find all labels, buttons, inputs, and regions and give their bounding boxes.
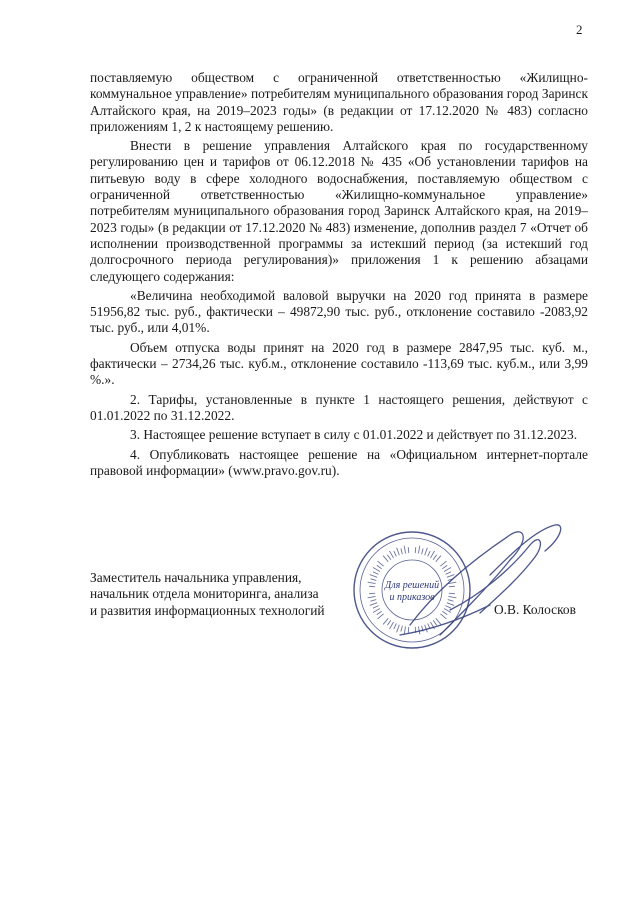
seal-legend-mark: [404, 546, 405, 554]
signatory-name: О.В. Колосков: [494, 602, 576, 617]
stamp-center-line-2: и приказов: [389, 592, 435, 603]
seal-legend-mark: [433, 555, 436, 560]
paragraph-continuation: поставляемую обществом с ограниченной ответственностью «Жилищно-коммунальное управление» потребителям муниципального образования город Заринск Алтайского края, на 2019–2023 годы» (в редакции от 17.12.2020 № 483) согласно приложениям 1, 2 к настоящему решению.: [90, 70, 588, 134]
seal-legend-mark: [387, 620, 390, 625]
seal-legend-mark: [415, 547, 416, 553]
seal-legend-mark: [418, 546, 419, 554]
seal-legend-mark: [408, 627, 409, 633]
document-body: [90, 70, 588, 482]
seal-legend-mark: [404, 626, 405, 634]
seal-legend-mark: [442, 565, 447, 568]
paragraph-amendment: Внести в решение управления Алтайского края по государственному регулированию цен и тарифов от 06.12.2018 № 435 «Об установлении тарифов на питьевую воду в сфере холодного водоснабжения, поставляемую обществом с ограниченной ответственностью «Жилищно-коммунальное управление» потребителям муниципального образования город Заринск Алтайского края, на 2019–2023 годы» (в редакции от 17.12.2020 № 483) изменение, дополнив раздел 7 «Отчет об исполнении производственной программы за истекший период (за истекший год долгосрочного периода регулирования)» приложения 1 к решению абзацами следующего содержания:: [90, 138, 588, 284]
seal-legend-mark: [422, 548, 424, 554]
signatory-title-line: Заместитель начальника управления,: [90, 570, 302, 585]
paragraph-water-volume: Объем отпуска воды принят на 2020 год в размере 2847,95 тыс. куб. м., фактически – 2734,26 тыс. куб.м., отклонение составило -113,69 тыс. куб.м., или 3,99 %.».: [90, 339, 588, 388]
seal-legend-mark: [397, 625, 400, 633]
paragraph-revenue: «Величина необходимой валовой выручки на 2020 год принята в размере 51956,82 тыс. руб., фактически – 49872,90 тыс. руб., отклонение составило -2083,92 тыс. руб., или 4,01%.: [90, 287, 588, 336]
seal-legend-mark: [377, 565, 382, 568]
seal-legend-mark: [431, 622, 435, 629]
seal-legend-mark: [436, 618, 441, 624]
seal-legend-mark: [394, 551, 397, 556]
seal-legend-mark: [401, 626, 403, 632]
seal-legend-mark: [378, 561, 384, 566]
seal-legend-mark: [433, 620, 436, 625]
paragraph-item-2: 2. Тарифы, установленные в пункте 1 настоящего решения, действуют с 01.01.2022 по 31.12.2022.: [90, 391, 588, 423]
seal-legend-mark: [401, 548, 403, 554]
seal-legend-mark: [431, 551, 435, 558]
seal-legend-mark: [418, 626, 419, 634]
seal-legend-mark: [436, 556, 441, 562]
seal-legend-mark: [428, 624, 431, 629]
seal-legend-mark: [415, 627, 416, 633]
paragraph-item-3: 3. Настоящее решение вступает в силу с 01.01.2022 и действует по 31.12.2023.: [130, 427, 578, 443]
seal-legend-mark: [428, 551, 431, 556]
seal-legend-mark: [422, 626, 424, 632]
page-number: 2: [576, 22, 583, 37]
stamp-center-line-1: Для решений: [384, 580, 440, 591]
seal-legend-mark: [394, 624, 397, 629]
signature-block: [90, 570, 590, 619]
seal-legend-mark: [408, 547, 409, 553]
seal-legend-mark: [425, 625, 428, 633]
seal-legend-mark: [390, 551, 394, 558]
seal-legend-mark: [387, 555, 390, 560]
seal-legend-mark: [425, 548, 428, 556]
signatory-title-line: и развития информационных технологий: [90, 602, 325, 618]
seal-legend-mark: [383, 618, 388, 624]
seal-legend-mark: [390, 622, 394, 629]
paragraph-item-4: 4. Опубликовать настоящее решение на «Официальном интернет-портале правовой информации» (www.pravo.gov.ru).: [90, 446, 588, 478]
seal-legend-mark: [440, 561, 446, 566]
seal-legend-mark: [383, 556, 388, 562]
signatory-title-line: начальник отдела мониторинга, анализа: [90, 586, 319, 602]
seal-legend-mark: [397, 548, 400, 556]
